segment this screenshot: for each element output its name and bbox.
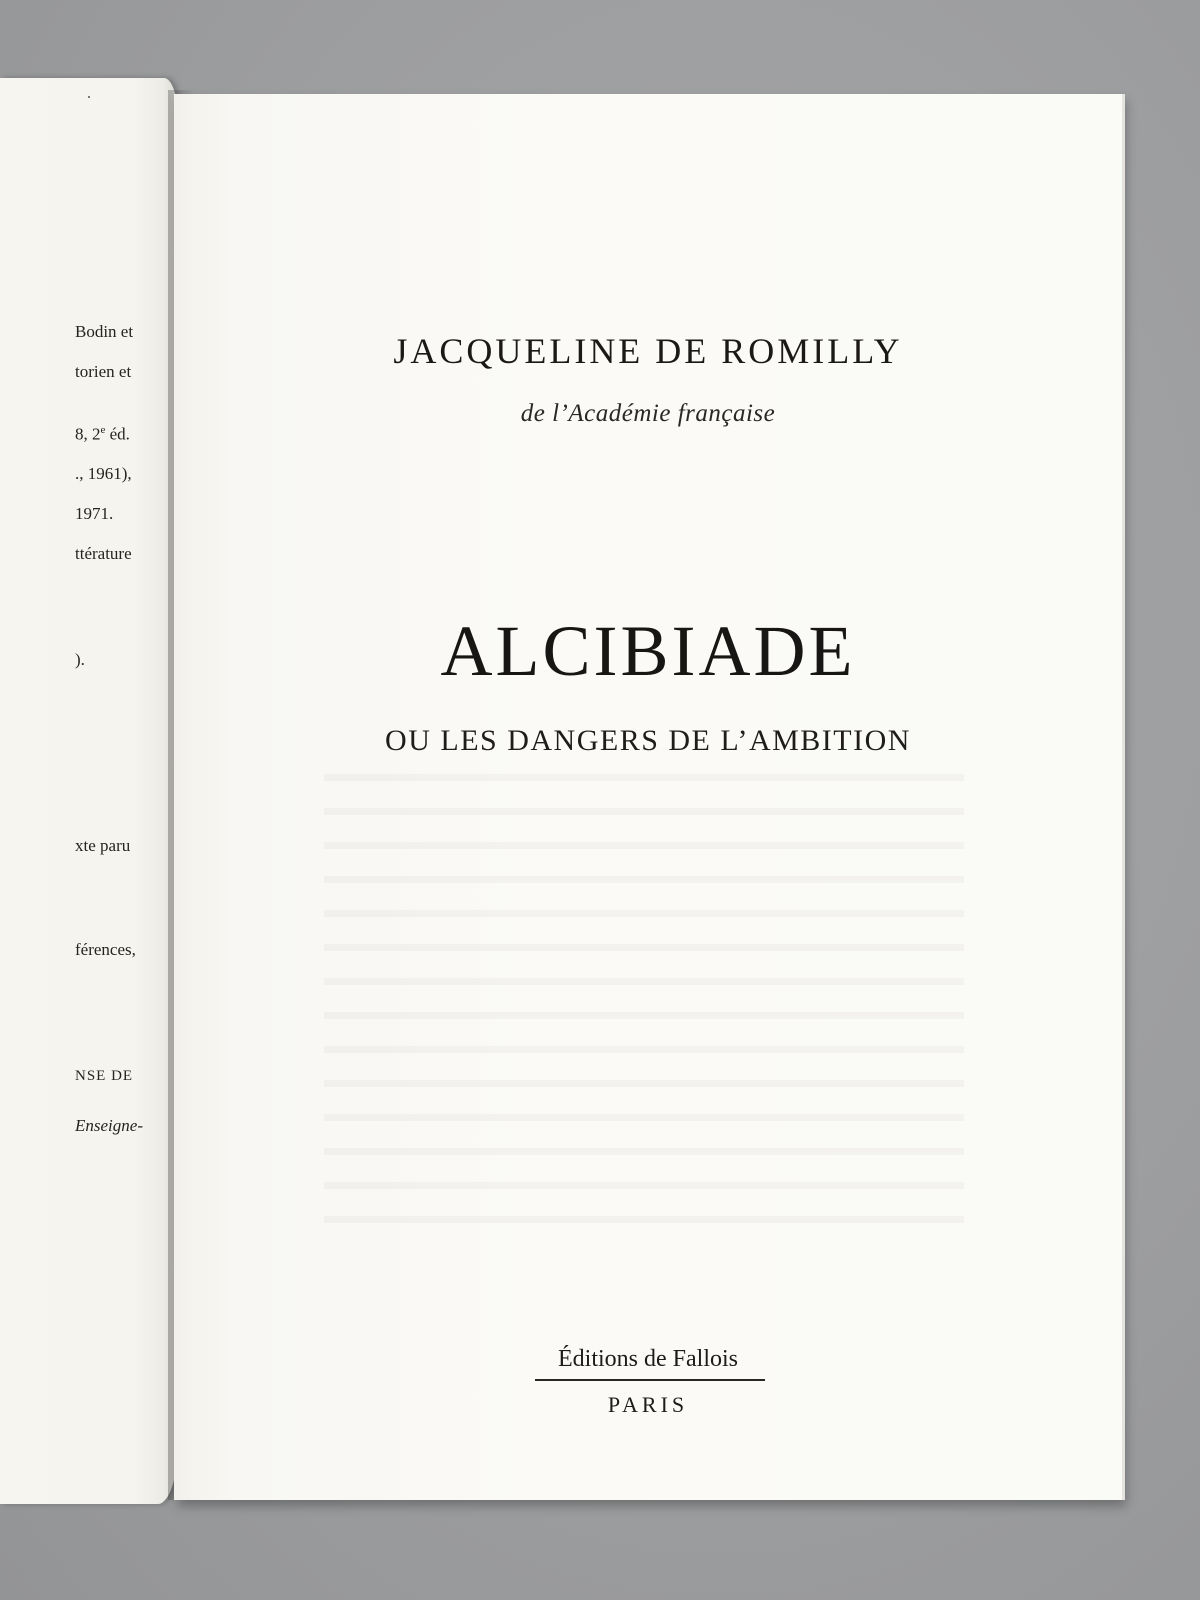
publisher-city: PARIS bbox=[607, 1392, 689, 1417]
title-page bbox=[174, 94, 1122, 1500]
publisher-rule bbox=[535, 1379, 765, 1381]
book-title: ALCIBIADE bbox=[440, 611, 856, 691]
left-page-line: 8, 2e éd. bbox=[75, 424, 130, 444]
book-subtitle: OU LES DANGERS DE L’AMBITION bbox=[385, 724, 911, 757]
left-page-line: xte paru bbox=[75, 836, 131, 855]
publisher-name: Éditions de Fallois bbox=[558, 1346, 738, 1372]
show-through-text bbox=[324, 774, 964, 1250]
left-page-line: Enseigne- bbox=[75, 1116, 143, 1135]
left-page-line: Bodin et bbox=[75, 322, 134, 341]
left-page-line: ttérature bbox=[75, 544, 132, 563]
left-page bbox=[0, 78, 178, 1504]
left-page-line: ). bbox=[75, 650, 85, 669]
author-name: JACQUELINE DE ROMILLY bbox=[393, 331, 903, 371]
left-page-line: torien et bbox=[75, 362, 132, 381]
page-speck bbox=[88, 96, 90, 98]
left-page-line: NSE DE bbox=[75, 1068, 134, 1084]
left-page-line: férences, bbox=[75, 940, 136, 959]
left-page-line: 1971. bbox=[75, 504, 114, 523]
left-page-line: ., 1961), bbox=[75, 464, 132, 483]
page-edge bbox=[1122, 94, 1125, 1500]
author-affiliation: de l’Académie française bbox=[520, 400, 776, 427]
